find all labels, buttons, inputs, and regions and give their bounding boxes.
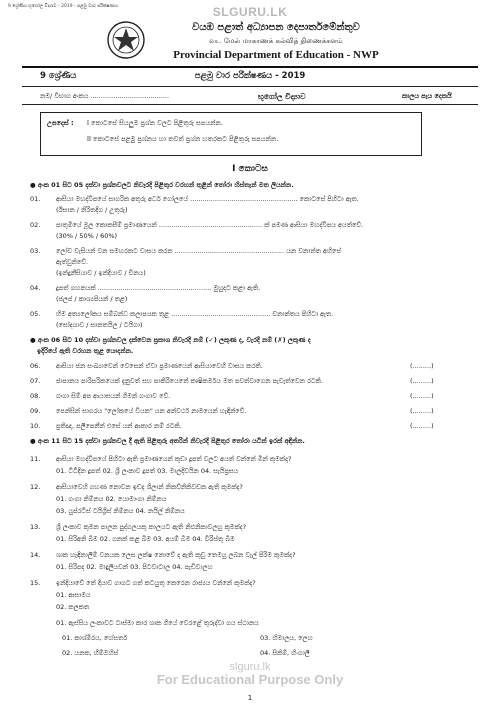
provincial-emblem-icon — [106, 20, 146, 60]
meta-divider-2 — [22, 104, 478, 105]
page-number: 1 — [247, 694, 253, 702]
answer-bracket[interactable]: (.........) — [410, 377, 434, 385]
instruction-1: I කොටසේ සියලුම ප්‍රශ්න වලට පිළිතුරු සපයන්න. — [87, 119, 223, 127]
question-number: 01. — [30, 195, 41, 203]
question-number: 10. — [30, 422, 41, 430]
section-instruction: ● අංක 06 සිට 10 දක්වා ප්‍රශ්නවල දක්වෙන ප්‍රකාශ නිවැරදි නම් (✓) ලකුණ ද, වැරදි නම් (✗) ලකුණ ද — [30, 336, 311, 344]
question-text: ලෝව වැසියන් වන සමහරකට වාසය කරන ..................................................... යන වනාන්ත අහිසේ — [56, 247, 342, 255]
instructions-label: උපදෙස් : — [47, 119, 74, 127]
question-text: ආසියා මහද්වීපයේ පිහිටා ඇති ප්‍රමාණයෙන් කුඩා දූපත් වලට අයත් වන්නේ මින් කුමක්ද? — [56, 455, 292, 463]
section-instruction: ● අංක 01 සිට 05 දක්වා ප්‍රශ්නවලට නිවැරදි පිළිතුර වරහන් තුළින් තෝරා හිස්තැන් මත ලියන්න. — [30, 181, 294, 189]
question-text: ශ්‍රී ලංකාව කුමන පාලන පුද්ගලයකු කාලයට ඇති නිළුනිකාවලහු කුමක්ද? — [56, 523, 247, 531]
question-number: 08. — [30, 392, 41, 400]
question-text: හිම අත්‍යලෝකය සම්බන්ධ කලාපයක තුළ ................................................ වනාන්තය පිහිටා ඇත. — [56, 310, 334, 318]
answer-bracket[interactable]: (.........) — [410, 407, 434, 415]
part-title: I කොටස — [232, 164, 268, 174]
footer-watermark-site: slguru.lk — [229, 661, 271, 673]
grade-label: 9 ශ්‍රේණිය — [40, 71, 77, 81]
index-number-field: නම/ විභාග අංකය ...................................... — [40, 92, 170, 100]
answer-options: (30% / 50% / 60%) — [56, 232, 118, 240]
exam-title: පළමු වාර පරීක්ෂණය - 2019 — [194, 71, 306, 81]
duration-label: කාලය පැය දෙකයි — [402, 92, 452, 100]
section-instruction: ඉදිරියේ ඇති වරහන තුළ යොදන්න. — [37, 347, 134, 355]
answer-options: (ඉන්දුනීසියාව / ඉන්දියාව / චීනය) — [56, 269, 146, 277]
answer-option: 02. යනක, හිම්ඔහිස් — [62, 649, 119, 657]
question-number: 07. — [30, 377, 41, 385]
answer-options: 02. කලකත — [56, 603, 90, 611]
question-number: 12. — [30, 483, 41, 491]
question-number: 09. — [30, 407, 41, 415]
answer-options: ඇත්වුනිවේ. — [56, 258, 89, 266]
question-number: 14. — [30, 551, 41, 559]
department-name-english: Provincial Department of Education - NWP — [173, 49, 379, 61]
site-watermark: SLGURU.LK — [212, 5, 288, 19]
answer-options: 01. ආසාමය — [56, 591, 91, 599]
question-text: පෙන්සින් සාගරය "ලෝකයේ වියන" යන අන්වර්ථ නාමයෙන් හැඳින්වේ. — [56, 407, 247, 415]
answer-options: 01. ටිටිදින දූපත් 02. ශ්‍රී ලංකාව දූපත් 03. මාලදිවයින 04. සැයිප්‍රසය — [56, 467, 239, 475]
question-text: ආසියා ජන සංඛ්‍යාවෙන් වෙසෙන් ඒවා ප්‍රමාණයෙන් ආසියාවෙහි වාසය කරති. — [56, 362, 263, 370]
question-number: 03. — [30, 247, 41, 255]
answer-bracket[interactable]: (.........) — [410, 362, 434, 370]
header-divider — [22, 66, 478, 68]
footer-watermark-purpose: For Educational Purpose Only — [156, 672, 344, 687]
question-text: ඉන්දියාවේ තේ දියාව ගාගට ගත් කටයුතු කෙරෙන රාජ්‍යය වන්නේ කුමක්ද? — [56, 579, 256, 587]
question-text: දූපත් ගහනයක් ....................................................... මුහුදට කළා ඇති. — [56, 284, 261, 292]
top-caption: 9 ශ්‍රේණිය භූගෝල විද්‍යාව - 2019 - පළමු වාර පරීක්ෂණය — [8, 4, 118, 9]
answer-bracket[interactable]: (.........) — [410, 392, 434, 400]
answer-options: (ජලජ / කාශ්‍යපියන් / තළ) — [56, 295, 128, 303]
question-number: 06. — [30, 362, 41, 370]
subject-label: භූගෝල විද්‍යාව — [258, 92, 306, 101]
answer-options: (ඊසාන / නිරිතදිග / උතුරු) — [56, 206, 128, 214]
answer-options: (සෝදයාව / සානතයිල / ටයිගා) — [56, 321, 143, 329]
answer-options: 03. යුප්රටීස් ටයිග්‍රිස් නිම්නය 04. නයිල් නිම්නය — [56, 507, 185, 515]
answer-options: 01. සිරිඅනි බිම 02. ගනක් කළ බිම 03. අයම් බිම 04. විරිස්තු බිම — [56, 535, 235, 543]
answer-options: 01. ගංගා නිම්නය 02. යොමාංගා නිම්නය — [56, 495, 167, 503]
question-text: පාතුමියේ මූල කොකසීම් ප්‍රමාණයෙන් .................................................. ක් පමණ ආසියා මහද්වීපය අයත්වේ. — [56, 221, 364, 229]
department-name-tamil: வட மேல் மாகாணக் கல்வித் திணைக்களம் — [209, 37, 343, 45]
instruction-2: II කොටසේ පළමු ප්‍රශ්නය හා තවත් ප්‍රශ්න හතරකට පිළිතුරු සපයන්න. — [87, 135, 279, 143]
meta-divider — [22, 86, 478, 87]
answer-options: 01. සිරිපද 02. මාදුලියවන් 03. පිටවාටාල 04. පැඩිවාලහ — [56, 563, 213, 571]
instructions-box — [40, 112, 422, 156]
question-number: 13. — [30, 523, 41, 531]
department-name-sinhala: වයඹ පළාත් අධ්‍යාපන දෙපාර්තමේන්තුව — [192, 22, 360, 33]
question-text: ශාක හැඳිනාලිම් වනයක ලෙස ලක්ෂ නොවේ ද ඇති කුඩු තෙමයු ලබන වැල් පිරිම කුමක්ද? — [56, 551, 296, 559]
question-text: ජාපානය පාරිසරිකයෙක් දැනුවත් සහ පාකිරියෙනේ කෘෂිකර්මය මත පවත්වාගෙන පැවැත්වෙන රටකි. — [56, 377, 323, 385]
answer-option: 01. කාශ්මීරය, හේසර්ත — [62, 634, 128, 642]
question-number: 02. — [30, 221, 41, 229]
answer-option: 01. ඇස්සිය ලංකාවට ටාස්මා කාර ශාක ගියේ වෙරළේ තුරුද්වා ගය ස්ථානය — [56, 619, 259, 627]
question-text: ප්‍රතිඥ, පලීපෙනීන් එසේ යන් ආකාර නම් රටකි. — [56, 422, 182, 430]
answer-option: 04. සිකිම්, හිංගාලී — [260, 649, 310, 657]
question-text: ගංගා සිම් අප ආයාසයන් ගිමන් ගංගාව වේ. — [56, 392, 171, 400]
answer-bracket[interactable]: (.........) — [410, 422, 434, 430]
answer-option: 03. හිමාලය, ලෙහ — [260, 634, 313, 642]
question-number: 05. — [30, 310, 41, 318]
question-number: 11. — [30, 455, 41, 463]
question-number: 15. — [30, 579, 41, 587]
question-text: ආසියාවෙහි ගහණ නොවන ඉඩද ශිලාන් නිකව්නිකිවඩක ඇති කුමක්ද? — [56, 483, 243, 491]
question-number: 04. — [30, 284, 41, 292]
section-instruction: ● අංක 11 සිට 15 දක්වා ප්‍රශ්නවල දී ඇති පිළිතුරු අතරින් නිවැරදි පිළිතුර තෝරා යටින් ඉරක් අඳින්න. — [30, 437, 305, 445]
question-text: ආසියා මහද්වීපයේ සාගරික අතුරු අර්ධ ගෝලයේ .................................................... කොටසේ පිහිටා ඇත. — [56, 195, 359, 203]
